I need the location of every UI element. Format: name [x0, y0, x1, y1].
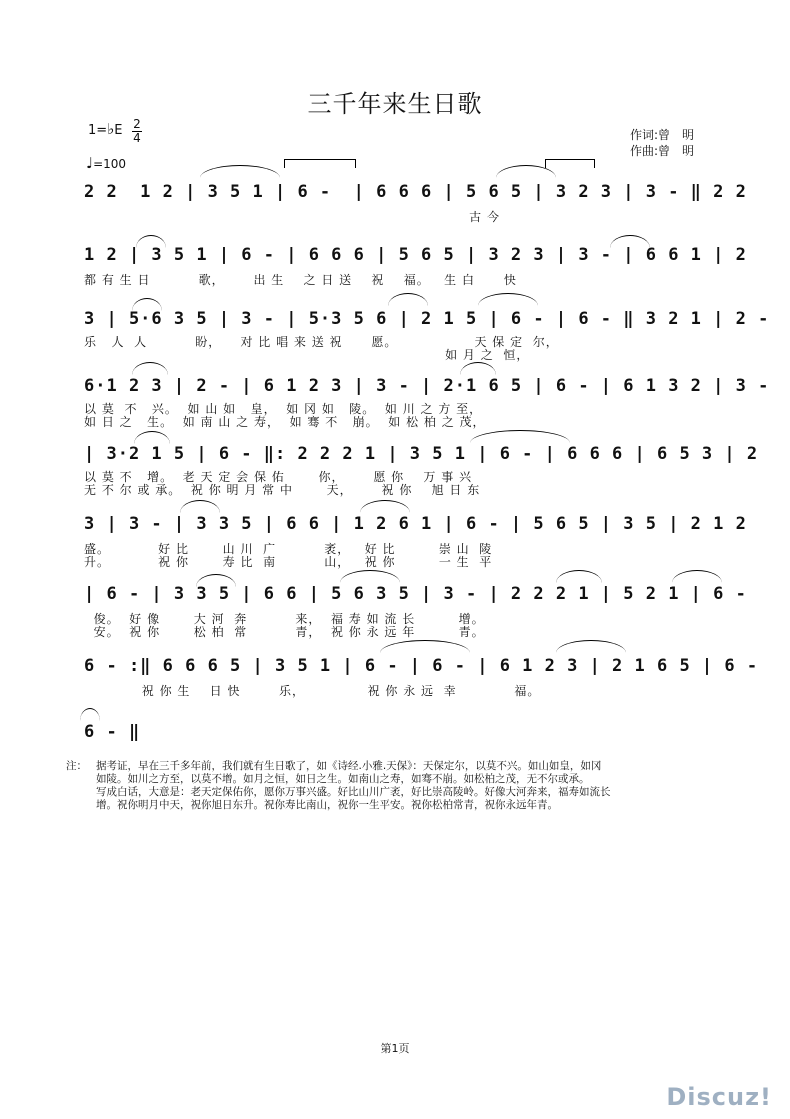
lyrics-verse-1: 祝 你 生 日 快 乐， 祝 你 永 远 幸 福。: [84, 684, 541, 698]
notation-line: | 6 - | 3 3 5 | 6 6 | 5 6 3 5 | 3 - | 2 2 2 1 | 5 2 1 | 6 -: [84, 584, 747, 604]
tempo-marking: [86, 154, 126, 172]
footnote: [66, 760, 736, 812]
flat-sign: ♭: [107, 120, 115, 138]
score-row: [84, 182, 747, 242]
notation-line: 6 - :‖ 6 6 6 5 | 3 5 1 | 6 - | 6 - | 6 1 2 3 | 2 1 6 5 | 6 -: [84, 656, 759, 676]
score-row: [84, 656, 759, 716]
score-row: [84, 309, 770, 369]
notation-line: 3 | 5·6 3 5 | 3 - | 5·3 5 6 | 2 1 5 | 6 - | 6 - ‖ 3 2 1 | 2 -: [84, 309, 770, 329]
slur: [200, 165, 280, 178]
footnote-line: 据考证，早在三千多年前，我们就有生日歌了，如《诗经.小雅.天保》：天保定尔，以莫不兴。如山如皇，如冈: [96, 760, 602, 772]
footnote-line: 增。祝你明月中天，祝你旭日东升。祝你寿比南山，祝你一生平安。祝你松柏常青，祝你永远年青。: [96, 799, 558, 811]
lyrics-verse-2: 如 日 之 生。 如 南 山 之 寿， 如 骞 不 崩。 如 松 柏 之 茂，: [84, 415, 486, 429]
lyrics-verse-2: 升。 祝 你 寿 比 南 山， 祝 你 一 生 平: [84, 555, 493, 569]
footnote-line: 如陵。如川之方至，以莫不增。如月之恒，如日之生。如南山之寿，如骞不崩。如松柏之茂，无不尔或承。: [96, 773, 590, 785]
score-row: [84, 376, 770, 436]
time-top: 2: [133, 117, 141, 131]
lyrics-verse-1: 以 莫 不 增。 老 天 定 会 保 佑 你， 愿 你 万 事 兴: [84, 470, 473, 484]
score-row: [84, 514, 747, 574]
watermark-logo: Discuz!: [666, 1083, 772, 1111]
notation-line: 2 2 1 2 | 3 5 1 | 6 - | 6 6 6 | 5 6 5 | 3 2 3 | 3 - ‖ 2 2: [84, 182, 747, 202]
page-title: 三千年来生日歌: [307, 90, 483, 118]
score-row: [84, 444, 759, 504]
time-signature: [132, 118, 142, 145]
key-signature: [88, 120, 122, 138]
time-bottom: 4: [133, 131, 141, 145]
lyrics-verse-2: 安。 祝 你 松 柏 常 青， 祝 你 永 远 年 青。: [84, 625, 485, 639]
volta-bracket: [284, 159, 356, 168]
lyrics-verse-1: 俊。 好 像 大 河 奔 来， 福 寿 如 流 长 增。: [84, 612, 485, 626]
lyrics-verse-1: 都 有 生 日 歌， 出 生 之 日 送 祝 福。 生 白 快: [84, 273, 517, 287]
tempo-value: =100: [93, 157, 127, 171]
lyrics-verse-1: 盛。 好 比 山 川 广 袤， 好 比 崇 山 陵: [84, 542, 493, 556]
composer: 作曲:曾 明: [630, 144, 695, 158]
quarter-note-icon: ♩: [86, 154, 94, 172]
lyrics-verse-1: 古 今: [84, 210, 500, 224]
lyrics-verse-2: 如 月 之 恒，: [84, 348, 530, 362]
page-number: 第1页: [380, 1042, 410, 1055]
volta-bracket: [545, 159, 595, 168]
lyricist: 作词:曾 明: [630, 128, 695, 142]
notation-line: 1 2 | 3 5 1 | 6 - | 6 6 6 | 5 6 5 | 3 2 3 | 3 - | 6 6 1 | 2: [84, 245, 747, 265]
lyrics-verse-2: 无 不 尔 或 承。 祝 你 明 月 常 中 天， 祝 你 旭 日 东: [84, 483, 481, 497]
footnote-line: 写成白话，大意是：老天定保佑你，愿你万事兴盛。好比山川广袤，好比崇高陵岭。好像大河奔来，福寿如流长: [96, 786, 611, 798]
score-row: [84, 584, 747, 644]
footnote-label: 注：: [66, 760, 87, 772]
key-prefix: 1=: [88, 123, 108, 138]
lyrics-verse-1: 乐 人 人 盼， 对 比 唱 来 送 祝 愿。 天 保 定 尔，: [84, 335, 559, 349]
lyrics-verse-1: 以 莫 不 兴。 如 山 如 皇， 如 冈 如 陵。 如 川 之 方 至，: [84, 402, 483, 416]
slur: [196, 574, 236, 587]
notation-line: 3 | 3 - | 3 3 5 | 6 6 | 1 2 6 1 | 6 - | 5 6 5 | 3 5 | 2 1 2: [84, 514, 747, 534]
notation-line: | 3·2 1 5 | 6 - ‖: 2 2 2 1 | 3 5 1 | 6 - | 6 6 6 | 6 5 3 | 2: [84, 444, 759, 464]
notation-line: 6·1 2 3 | 2 - | 6 1 2 3 | 3 - | 2·1 6 5 | 6 - | 6 1 3 2 | 3 -: [84, 376, 770, 396]
key-note: E: [114, 123, 123, 138]
notation-line: 6 - ‖: [84, 722, 141, 742]
credits: [630, 127, 694, 159]
